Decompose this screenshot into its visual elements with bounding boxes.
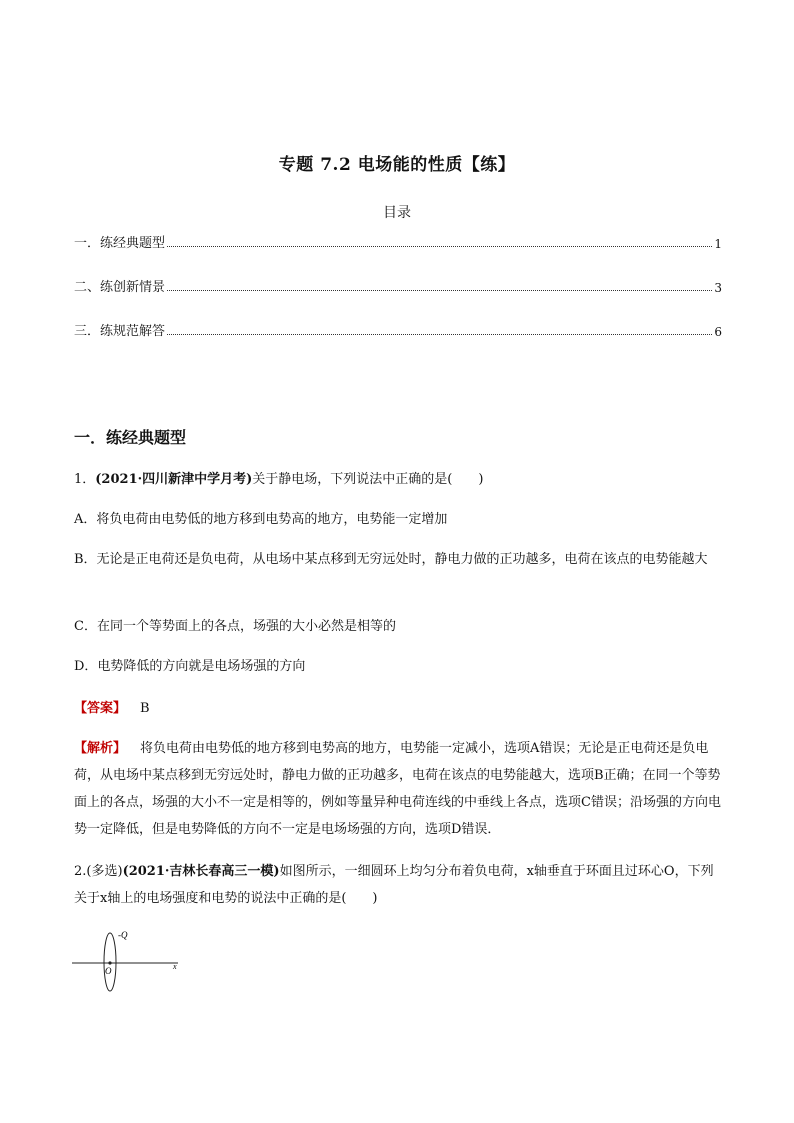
- question-2-stem: [74, 858, 722, 912]
- ring-center-dot: [108, 961, 111, 964]
- option-d: D．电势降低的方向就是电场场强的方向: [74, 659, 306, 674]
- charged-ring-figure: [70, 924, 190, 994]
- axis-label: x: [173, 962, 177, 971]
- toc-entry[interactable]: [74, 233, 722, 251]
- toc-entry[interactable]: [74, 277, 722, 295]
- option-a: A．将负电荷由电势低的地方移到电势高的地方，电势能一定增加: [74, 512, 448, 527]
- toc-heading: 目录: [383, 205, 411, 221]
- toc-leader-dots: [167, 333, 712, 335]
- document-title: 专题 7.2 电场能的性质【练】: [278, 155, 516, 175]
- question-source: (2021·四川新津中学月考): [95, 472, 253, 487]
- option-b: B．无论是正电荷还是负电荷，从电场中某点移到无穷远处时，静电力做的正功越多，电荷在该点的电势能越大: [74, 552, 708, 567]
- question-prefix: 2.(多选): [74, 864, 123, 879]
- question-1-stem: [74, 466, 722, 493]
- center-label: O: [105, 966, 112, 976]
- answer-line: [74, 695, 722, 722]
- answer-label: 【答案】: [74, 701, 127, 716]
- toc-entry-page: 1: [714, 237, 722, 251]
- toc-entry-page: 6: [714, 325, 722, 339]
- charge-label: -Q: [118, 930, 128, 940]
- toc-entry-label: 三．练规范解答: [74, 324, 166, 339]
- option-c: C．在同一个等势面上的各点，场强的大小必然是相等的: [74, 619, 396, 634]
- question-text: 如图所示，一细圆环上均匀分布着负电荷，x轴垂直于环面且过环心O，下列关于x轴上的电场强度和电势的说法中正确的是( ): [74, 864, 714, 906]
- answer-value: B: [140, 701, 150, 716]
- toc-entry-label: 二、练创新情景: [74, 280, 166, 295]
- section-heading: 一．练经典题型: [74, 428, 187, 447]
- toc-entry[interactable]: [74, 321, 722, 339]
- analysis-label: 【解析】: [74, 741, 127, 756]
- toc-leader-dots: [167, 289, 712, 291]
- question-number: 1．: [74, 472, 96, 487]
- toc-entry-label: 一．练经典题型: [74, 236, 166, 251]
- toc-leader-dots: [167, 245, 712, 247]
- question-text: 关于静电场，下列说法中正确的是( ): [252, 472, 484, 487]
- analysis-text: 将负电荷由电势低的地方移到电势高的地方，电势能一定减小，选项A错误；无论是正电荷还是负电荷，从电场中某点移到无穷远处时，静电力做的正功越多，电荷在该点的电势能越大，选项B正确；在同一个等势面上的各点，场强的大小不一定是相等的，例如等量异种电荷连线的中垂线上各点，选项C错误；沿场强的方向电势一定降低，但是电势降低的方向不一定是电场场强的方向，选项D错误．: [74, 741, 721, 837]
- toc-entry-page: 3: [714, 281, 722, 295]
- analysis-block: [74, 735, 722, 843]
- question-source: (2021·吉林长春高三一模): [122, 864, 280, 879]
